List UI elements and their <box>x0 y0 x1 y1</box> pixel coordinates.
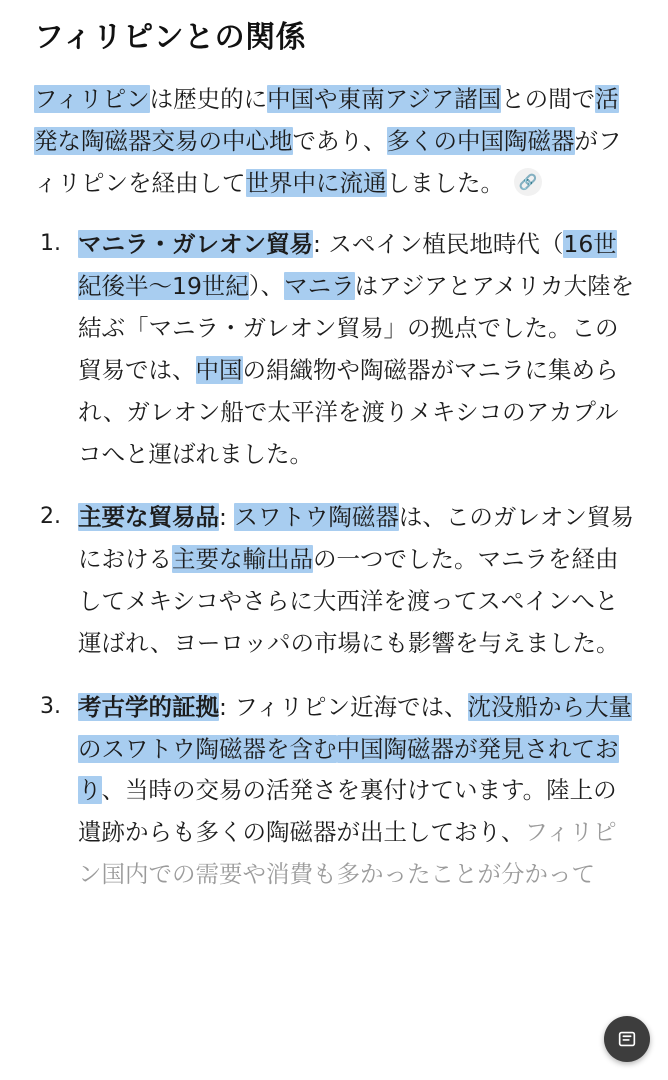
item-1-lead: マニラ・ガレオン貿易 <box>78 230 313 259</box>
item-1-text-2: ）、 <box>248 272 285 301</box>
link-icon[interactable]: 🔗 <box>514 168 542 196</box>
assistant-icon[interactable] <box>604 1016 650 1062</box>
item-3-text-3: フィリピン国内での需要や消費も多かったことが分かって <box>78 818 617 889</box>
item-1-highlight-1: 16世紀後半〜19世紀 <box>78 230 617 301</box>
item-2-colon: : <box>219 503 235 532</box>
item-1-highlight-2: マニラ <box>284 272 355 301</box>
bottom-fade-overlay <box>0 1020 668 1080</box>
intro-text-2: との間で <box>501 85 596 113</box>
item-2-lead: 主要な貿易品 <box>78 503 219 532</box>
intro-highlight-1: フィリピン <box>34 85 150 113</box>
item-2-text-1: は、このガレオン貿易における <box>78 503 634 574</box>
points-list <box>28 224 640 895</box>
list-item <box>34 497 640 664</box>
item-3-colon: : <box>219 692 235 721</box>
item-2-text-2: の一つでした。マニラを経由してメキシコやさらに大西洋を渡ってスペインへと運ばれ、ヨーロッパの市場にも影響を与えました。 <box>78 545 620 657</box>
item-3-text-2: 、当時の交易の活発さを裏付けています。陸上の遺跡からも多くの陶磁器が出土しており、 <box>78 776 617 847</box>
item-2-highlight-2: 主要な輸出品 <box>172 545 313 574</box>
item-3-lead: 考古学的証拠 <box>78 692 219 721</box>
intro-text-1: は歴史的に <box>149 85 268 113</box>
intro-highlight-2: 中国や東南アジア諸国 <box>267 85 502 113</box>
intro-text-3: であり、 <box>292 126 387 155</box>
item-1-text-4: の絹織物や陶磁器がマニラに集められ、ガレオン船で太平洋を渡りメキシコのアカプルコへと運ばれました。 <box>78 355 619 468</box>
list-item <box>34 687 640 896</box>
item-1-text-1: スペイン植民地時代（ <box>328 230 564 259</box>
item-3-text-1: フィリピン近海では、 <box>234 692 468 721</box>
item-1-highlight-3: 中国 <box>195 355 243 384</box>
item-3-highlight-1: 沈没船から大量のスワトウ陶磁器を含む <box>78 692 633 763</box>
intro-paragraph <box>34 79 640 204</box>
list-item <box>34 224 640 475</box>
intro-text-4: がフィリピンを経由して <box>34 126 622 197</box>
item-1-text-3: はアジアとアメリカ大陸を結ぶ「マニラ・ガレオン貿易」の拠点でした。この貿易では、 <box>78 272 635 384</box>
item-1-colon: : <box>313 230 329 259</box>
item-3-highlight-2: 中国陶磁器が発見されており <box>78 734 619 805</box>
intro-highlight-5: 世界中に流通 <box>245 168 387 197</box>
item-2-highlight-1: スワトウ陶磁器 <box>234 503 399 532</box>
intro-highlight-3: 活発な陶磁器交易の中心地 <box>34 85 619 155</box>
intro-text-5: しました。 <box>386 168 504 197</box>
intro-highlight-4: 多くの中国陶磁器 <box>386 126 575 155</box>
page-title: フィリピンとの関係 <box>34 20 307 55</box>
